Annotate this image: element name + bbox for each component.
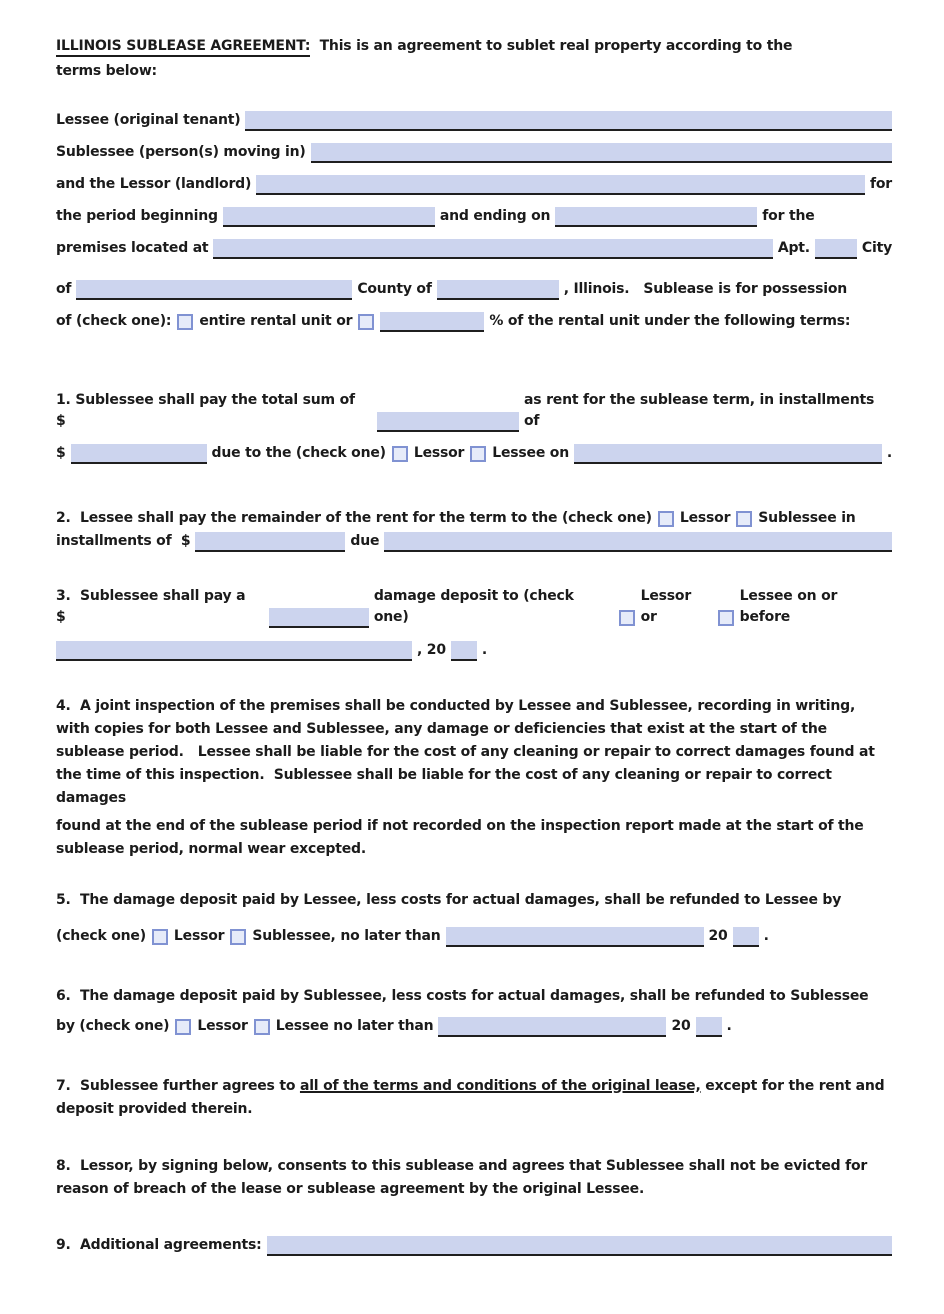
sublessee-refund-date-field[interactable] (438, 1017, 666, 1037)
rent-payee-lessor-checkbox[interactable] (392, 446, 408, 462)
lessee-refund-date-field[interactable] (446, 927, 704, 947)
clause-9-line (56, 1235, 892, 1256)
clause-4-paragraph-1: 4. A joint inspection of the premises shall be conducted by Lessee and Sublessee, recording in writing, with copies for both Lessee and Sublessee, any damage or deficiencies that exist at the start of the sublease period. Lessee shall be liable for the cost of any cleaning or repair to correct damages found at the time of this inspection. Sublessee shall be liable for the cost of any cleaning or repair to correct damages (56, 698, 880, 806)
sublessee-refund-year-field[interactable] (696, 1017, 722, 1037)
clause-3-period: . (481, 642, 487, 658)
refund5-sublessee-checkbox[interactable] (230, 929, 246, 945)
clause-2-text-1: 2. Lessee shall pay the remainder of the rent for the term to the (check one) (56, 510, 652, 526)
clause-3-line-1 (56, 586, 892, 628)
percent-field[interactable] (380, 312, 484, 332)
city-name-field[interactable] (76, 280, 352, 300)
period-beginning-label: the period beginning (56, 208, 218, 224)
clause-6-text-1: 6. The damage deposit paid by Sublessee, less costs for actual damages, shall be refunded to Sublessee (56, 988, 869, 1004)
refund5-lessor-label: Lessor (173, 928, 225, 944)
additional-agreements-field[interactable] (267, 1236, 892, 1256)
period-line (56, 206, 892, 227)
clause-7 (56, 1075, 892, 1121)
clause-1 (56, 390, 892, 464)
refund5-sublessee-label: Sublessee, no later than (252, 928, 441, 944)
refund6-lessor-label: Lessor (197, 1018, 248, 1034)
refund6-lessor-checkbox[interactable] (175, 1019, 191, 1035)
deposit-payee-lessee-label: Lessee on or before (739, 588, 842, 625)
entire-unit-checkbox[interactable] (177, 314, 193, 330)
title-intro-text: This is an agreement to sublet real property according to the (310, 38, 793, 54)
sublessee-line (56, 142, 892, 163)
clause-1-line-2 (56, 443, 892, 464)
rent-payee-lessor-label: Lessor (413, 445, 465, 461)
installments-of-label: installments of $ (56, 533, 191, 549)
city-county-line (56, 279, 892, 300)
lessee-refund-year-field[interactable] (733, 927, 759, 947)
apt-label: Apt. (777, 240, 810, 256)
premises-address-field[interactable] (213, 239, 772, 259)
remainder-installment-field[interactable] (195, 532, 345, 552)
clause-7-text-1: 7. Sublessee further agrees to (56, 1078, 300, 1094)
refund6-lessee-label: Lessee no later than (275, 1018, 434, 1034)
remainder-payee-lessor-label: Lessor (679, 510, 731, 526)
clause-6-check-one-label: by (check one) (56, 1018, 170, 1034)
of-check-one-label: of (check one): (56, 313, 172, 329)
period-end-field[interactable] (555, 207, 757, 227)
additional-agreements-label: 9. Additional agreements: (56, 1237, 262, 1253)
entire-rental-label: entire rental unit or (199, 313, 353, 329)
due-to-label: due to the (check one) (211, 445, 386, 461)
remainder-payee-lessor-checkbox[interactable] (658, 511, 674, 527)
damage-deposit-field[interactable] (269, 608, 369, 628)
premises-label: premises located at (56, 240, 209, 256)
clause-5-check-one-label: (check one) (56, 928, 146, 944)
deposit-payee-lessee-checkbox[interactable] (718, 610, 734, 626)
lessee-label: Lessee (original tenant) (56, 112, 241, 128)
clause-2-line-2 (56, 531, 892, 552)
clause-7-paragraph (56, 1075, 892, 1121)
due-label: due (350, 533, 380, 549)
clause-4-paragraph-2: found at the end of the sublease period if not recorded on the inspection report made at the start of the sublease period, normal wear excepted. (56, 818, 869, 857)
lessee-name-field[interactable] (245, 111, 892, 131)
title-heading: ILLINOIS SUBLEASE AGREEMENT: (56, 38, 310, 57)
county-name-field[interactable] (437, 280, 559, 300)
deposit-year-field[interactable] (451, 641, 477, 661)
clause-3-text-1: 3. Sublessee shall pay a $ (56, 588, 255, 625)
clause-6-line-2 (56, 1016, 892, 1037)
percent-unit-checkbox[interactable] (358, 314, 374, 330)
sublessee-label: Sublessee (person(s) moving in) (56, 144, 306, 160)
deposit-payee-lessor-checkbox[interactable] (619, 610, 635, 626)
apt-number-field[interactable] (815, 239, 857, 259)
clause-5-text-1: 5. The damage deposit paid by Lessee, less costs for actual damages, shall be refunded to Lessee by (56, 892, 842, 908)
clause-6-twenty: 20 (671, 1018, 691, 1034)
lessee-line (56, 110, 892, 131)
remainder-payee-sublessee-checkbox[interactable] (736, 511, 752, 527)
remainder-due-field[interactable] (384, 532, 892, 552)
for-text: for (869, 176, 892, 192)
percent-rest-text: % of the rental unit under the following terms: (489, 313, 851, 329)
clause-3 (56, 586, 892, 661)
clause-1-text-2: as rent for the sublease term, in installments of (524, 392, 879, 429)
sublessee-name-field[interactable] (311, 143, 892, 163)
refund5-lessor-checkbox[interactable] (152, 929, 168, 945)
clause-7-text-2: except for the rent and deposit provided therein. (56, 1078, 890, 1117)
clause-1-period: . (886, 445, 892, 461)
clause-1-line-1 (56, 390, 892, 432)
illinois-text: , Illinois. Sublease is for possession (563, 281, 848, 297)
lessor-line (56, 174, 892, 195)
rent-payee-lessee-checkbox[interactable] (470, 446, 486, 462)
deposit-payee-lessor-label: Lessor or (640, 588, 696, 625)
clause-3-comma-20: , 20 (417, 642, 446, 658)
remainder-payee-sublessee-label: Sublessee in (758, 510, 856, 526)
for-the-text: for the (762, 208, 815, 224)
of-label: of (56, 281, 72, 297)
rent-due-date-field[interactable] (574, 444, 882, 464)
clause-2-line-1 (56, 508, 892, 529)
county-of-label: County of (357, 281, 432, 297)
refund6-lessee-checkbox[interactable] (254, 1019, 270, 1035)
clause-8 (56, 1155, 892, 1201)
clause-5-line-2 (56, 926, 892, 947)
clause-9 (56, 1235, 892, 1256)
clause-5 (56, 889, 892, 947)
deposit-due-date-field[interactable] (56, 641, 412, 661)
clause-1-text-1: 1. Sublessee shall pay the total sum of $ (56, 392, 365, 429)
premises-line (56, 238, 892, 259)
lessor-name-field[interactable] (256, 175, 865, 195)
city-label: City (861, 240, 892, 256)
clause-3-text-2: damage deposit to (check one) (373, 588, 579, 625)
document-title (56, 34, 892, 84)
lessor-label: and the Lessor (landlord) (56, 176, 252, 192)
clause-7-underlined-text: all of the terms and conditions of the original lease, (299, 1078, 701, 1094)
installment-amount-field[interactable] (71, 444, 207, 464)
clause-5-period: . (763, 928, 769, 944)
title-intro-text-line2: terms below: (56, 63, 157, 79)
and-ending-on-label: and ending on (439, 208, 551, 224)
clause-6-period: . (726, 1018, 732, 1034)
clause-5-twenty: 20 (708, 928, 728, 944)
dollar-sign: $ (56, 445, 66, 461)
period-start-field[interactable] (223, 207, 435, 227)
clause-6 (56, 985, 892, 1037)
clause-8-paragraph: 8. Lessor, by signing below, consents to this sublease and agrees that Sublessee shall not be evicted for reason of breach of the lease or sublease agreement by the original Lessee. (56, 1158, 872, 1197)
clause-4 (56, 695, 892, 861)
possession-line (56, 311, 892, 332)
clause-3-line-2 (56, 640, 892, 661)
rent-payee-lessee-label: Lessee on (492, 445, 569, 461)
total-rent-field[interactable] (377, 412, 519, 432)
clause-2 (56, 508, 892, 552)
